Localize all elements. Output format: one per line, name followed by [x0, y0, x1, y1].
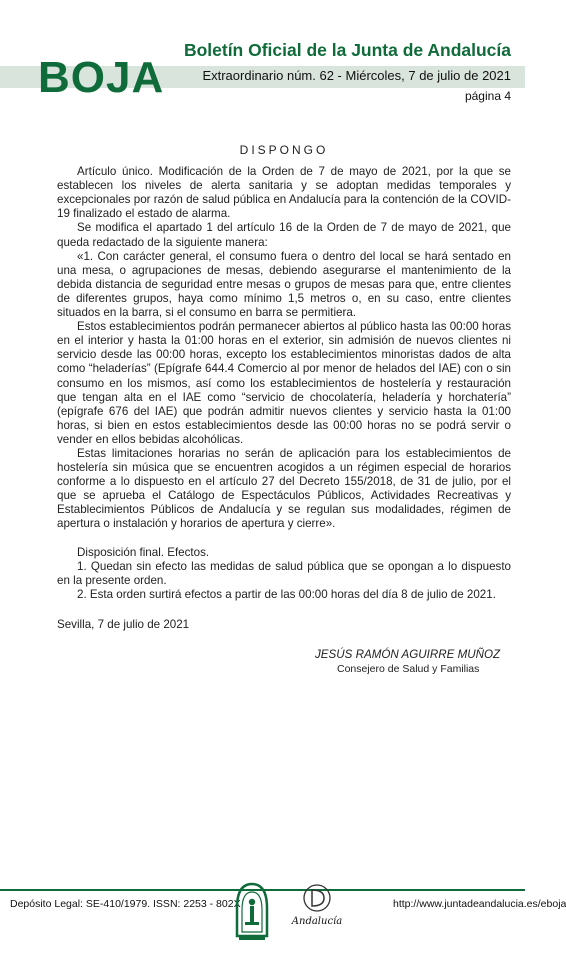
- brand-script-text: Andalucía: [291, 916, 343, 927]
- paragraph: Disposición final. Efectos.: [77, 545, 210, 559]
- legal-deposit: Depósito Legal: SE-410/1979. ISSN: 2253 - 802X: [10, 898, 241, 910]
- section-heading: DISPONGO: [239, 143, 329, 157]
- signature-name: JESÚS RAMÓN AGUIRRE MUÑOZ: [315, 648, 501, 661]
- paragraph: «1. Con carácter general, el consumo fuera o dentro del local se hará sentado en una mesa, o agrupaciones de mesas, debiendo asegurarse el mantenimiento de la debida distancia de seguridad entre mesas o grupos de mesas para que, entre clientes de diferentes grupos, haya como mínimo 1,5 metros o, en su caso, entre clientes situados en la barra, si el consumo en barra se permitiera.: [57, 249, 511, 320]
- paragraph: Estos establecimientos podrán permanecer abiertos al público hasta las 00:00 horas en el interior y hasta la 01:00 horas en el exterior, sin admisión de nuevos clientes ni servicio desde las 00:00 horas, excepto los establecimientos minoristas dados de alta como “heladerías” (Epígrafe 644.4 Comercio al por menor de helados del IAE) con o sin consumo en los mismos, así como los establecimientos de hostelería y restauración que tengan alta en el IAE como “servicio de chocolatería, heladería y horchatería” (epígrafe 676 del IAE) que podrán admitir nuevos clientes y servicio hasta la 01:00 horas, si bien en estos establecimientos desde las 00:00 horas no se podrá servir o vender en ellos bebidas alcohólicas.: [57, 320, 511, 446]
- bulletin-title: Boletín Oficial de la Junta de Andalucía: [183, 40, 511, 60]
- paragraph: 2. Esta orden surtirá efectos a partir de las 00:00 horas del día 8 de julio de 2021.: [77, 587, 496, 601]
- junta-emblem-icon: [233, 880, 271, 944]
- paragraph: Artículo único. Modificación de la Orden de 7 de mayo de 2021, por la que se establecen los niveles de alerta sanitaria y se adoptan medidas temporales y excepcionales por razón de salud pública en Andalucía para la contención de la COVID-19 finalizado el estado de alarma.: [57, 165, 511, 221]
- paragraph: 1. Quedan sin efecto las medidas de salud pública que se opongan a lo dispuesto en la presente orden.: [57, 559, 511, 587]
- junta-url-link[interactable]: http://www.juntadeandalucia.es/eboja: [393, 898, 566, 910]
- paragraph: Estas limitaciones horarias no serán de aplicación para los establecimientos de hostelería sin música que se encuentren acogidos a un régimen especial de horarios conforme a lo dispuesto en el artículo 27 del Decreto 155/2018, de 31 de julio, por el que se aprueba el Catálogo de Espectáculos Públicos, Actividades Recreativas y Establecimientos Públicos de Andalucía y se regulan sus modalidades, régimen de apertura o instalación y horarios de apertura y cierre».: [57, 446, 511, 531]
- andalucia-brand: [290, 882, 344, 946]
- issue-info: Extraordinario núm. 62 - Miércoles, 7 de julio de 2021: [202, 68, 511, 83]
- page-number: página 4: [464, 89, 511, 103]
- document-body: [57, 143, 511, 676]
- boja-logo: BOJA: [38, 53, 165, 102]
- brand-mark-icon: [290, 882, 344, 916]
- place-date: Sevilla, 7 de julio de 2021: [57, 617, 190, 631]
- signature-role: Consejero de Salud y Familias: [337, 663, 480, 676]
- paragraph: Se modifica el apartado 1 del artículo 16 de la Orden de 7 de mayo de 2021, que queda redactado de la siguiente manera:: [57, 221, 511, 249]
